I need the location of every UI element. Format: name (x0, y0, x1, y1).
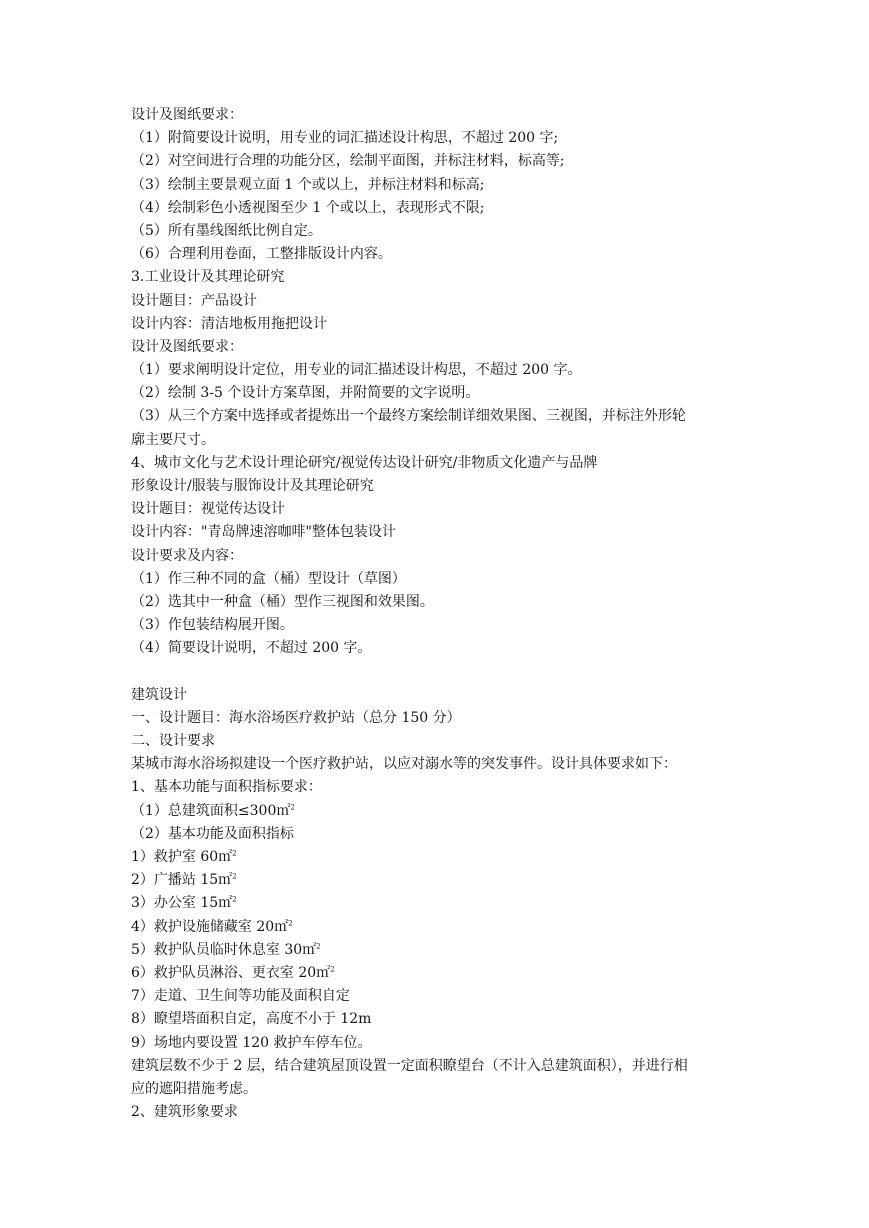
text-line: （1）附简要设计说明，用专业的词汇描述设计构思，不超过 200 字; (131, 130, 559, 147)
area-item-text: 2）广播站 15㎡ (131, 872, 233, 889)
text-line: 设计内容：清洁地板用拖把设计 (131, 315, 327, 332)
area-item (131, 1008, 751, 1031)
text-line: （6）合理利用卷面，工整排版设计内容。 (131, 246, 392, 263)
text-line: 设计题目：视觉传达设计 (131, 501, 285, 518)
area-item-text: 6）救护队员淋浴、更衣室 20㎡ (131, 964, 331, 981)
blank-line (131, 661, 751, 684)
area-item-sup: 2 (232, 895, 237, 904)
text-line: （3）从三个方案中选择或者提炼出一个最终方案绘制详细效果图、三视图，并标注外形轮 (131, 408, 686, 425)
text-line: （3）作包装结构展开图。 (131, 617, 294, 634)
area-item (131, 985, 751, 1008)
area-item-text: 9）场地内要设置 120 救护车停车位。 (131, 1034, 372, 1051)
text-line: （4）简要设计说明，不超过 200 字。 (131, 640, 372, 657)
area-item-sup: 2 (316, 942, 321, 951)
area-item-sup: 2 (232, 872, 237, 881)
area-item (131, 823, 751, 846)
text-line: 设计及图纸要求： (131, 107, 243, 123)
text-line: （3）绘制主要景观立面 1 个或以上，并标注材料和标高; (131, 176, 485, 193)
area-item-sup: 2 (288, 918, 293, 927)
text-line: （5）所有墨线图纸比例自定。 (131, 222, 322, 239)
area-item-text: 7）走道、卫生间等功能及面积自定 (131, 988, 350, 1005)
area-item-sup: 2 (290, 802, 295, 811)
area-item (131, 916, 751, 939)
area-item-sup: 2 (232, 849, 237, 858)
area-item-text: （1）总建筑面积≤300㎡ (131, 802, 291, 819)
area-item-text: （2）基本功能及面积指标 (131, 825, 294, 842)
text-line: 设计要求及内容： (131, 547, 243, 564)
area-item (131, 1032, 751, 1055)
text-line: （1）作三种不同的盒（桶）型设计（草图） (131, 570, 406, 587)
area-item (131, 869, 751, 892)
section-heading: 3.工业设计及其理论研究 (131, 269, 285, 286)
area-item-text: 4）救护设施储藏室 20㎡ (131, 918, 289, 935)
text-line: 一、设计题目：海水浴场医疗救护站（总分 150 分） (131, 709, 461, 726)
section-title: 建筑设计 (131, 686, 187, 703)
text-line: （2）绘制 3-5 个设计方案草图，并附简要的文字说明。 (131, 385, 480, 402)
text-line: 二、设计要求 (131, 733, 215, 750)
area-item (131, 846, 751, 869)
text-line: 应的遮阳措施考虑。 (131, 1080, 257, 1097)
text-line: （2）选其中一种盒（桶）型作三视图和效果图。 (131, 593, 434, 610)
text-line: 1、基本功能与面积指标要求： (131, 779, 322, 796)
text-line: （2）对空间进行合理的功能分区，绘制平面图，并标注材料，标高等; (131, 153, 565, 170)
text-line: 廓主要尺寸。 (131, 431, 215, 448)
area-item-text: 1）救护室 60㎡ (131, 849, 233, 865)
text-line: 设计题目：产品设计 (131, 292, 257, 309)
area-item-text: 8）瞭望塔面积自定，高度不小于 12m (131, 1011, 372, 1028)
text-line: （4）绘制彩色小透视图至少 1 个或以上，表现形式不限; (131, 199, 485, 216)
area-item (131, 939, 751, 962)
document-body (131, 104, 751, 1124)
text-line: （1）要求阐明设计定位，用专业的词汇描述设计构思，不超过 200 字。 (131, 362, 582, 379)
text-line: 设计内容："青岛牌速溶咖啡"整体包装设计 (131, 524, 396, 541)
area-item (131, 962, 751, 985)
section-heading: 2、建筑形象要求 (131, 1104, 238, 1121)
text-line: 建筑层数不少于 2 层，结合建筑屋顶设置一定面积瞭望台（不计入总建筑面积），并进行相 (131, 1057, 688, 1074)
text-line: 某城市海水浴场拟建设一个医疗救护站，以应对溺水等的突发事件。设计具体要求如下： (131, 756, 677, 773)
area-item-text: 3）办公室 15㎡ (131, 895, 233, 912)
text-line: 设计及图纸要求： (131, 338, 243, 355)
area-item (131, 892, 751, 915)
area-item (131, 800, 751, 823)
section-heading: 4、城市文化与艺术设计理论研究/视觉传达设计研究/非物质文化遗产与品牌 (131, 454, 598, 471)
section-heading: 形象设计/服装与服饰设计及其理论研究 (131, 478, 374, 494)
area-item-sup: 2 (330, 965, 335, 974)
area-item-text: 5）救护队员临时休息室 30㎡ (131, 941, 317, 958)
